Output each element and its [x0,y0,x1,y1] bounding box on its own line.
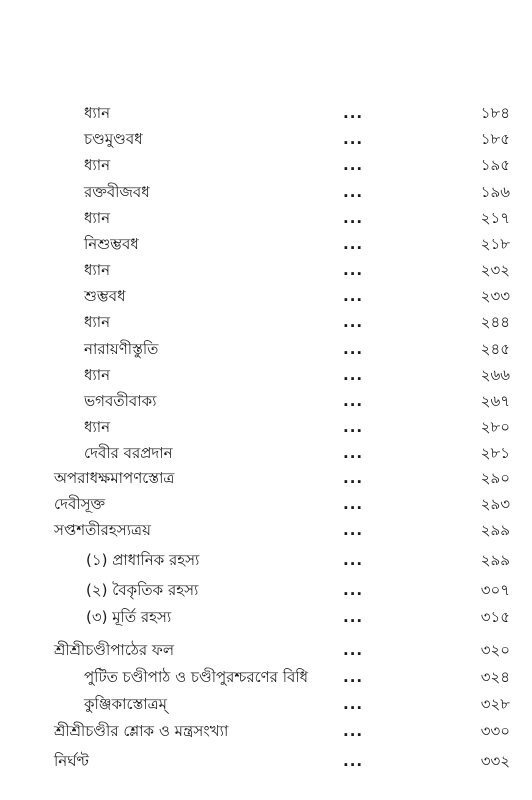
toc-leader-dots: ... [343,130,364,148]
toc-entry [0,258,532,282]
toc-entry-title: ধ্যান [84,418,111,436]
toc-entry [0,638,532,662]
toc-leader-dots: ... [343,418,364,436]
toc-entry-title: ধ্যান [84,104,111,122]
toc-entry [0,719,532,743]
toc-page-number: ২৯০ [480,469,510,487]
toc-leader-dots: ... [343,495,364,513]
toc-leader-dots: ... [343,444,364,462]
toc-entry [0,749,532,773]
toc-leader-dots: ... [343,366,364,384]
toc-entry [0,180,532,204]
toc-leader-dots: ... [343,392,364,410]
toc-entry-title: সপ্তশতীরহস্যত্রয় [54,521,151,539]
toc-page-number: ২৪৫ [480,340,510,358]
toc-entry [0,337,532,361]
toc-page-number: ৩২৪ [480,668,510,686]
toc-entry-title: ধ্যান [84,156,111,174]
toc-entry-title: পুটিত চণ্ডীপাঠ ও চণ্ডীপুরশ্চরণের বিধি [84,668,309,686]
toc-entry-title: শুম্ভবধ [84,287,126,305]
toc-entry-title: ভগবতীবাক্য [84,392,157,410]
toc-leader-dots: ... [343,340,364,358]
toc-page-number: ২৮০ [480,418,510,436]
toc-entry-title: দেবীর বরপ্রদান [84,444,173,462]
toc-page-number: ১৯৬ [480,183,510,201]
toc-leader-dots: ... [343,261,364,279]
toc-page-number: ৩১৫ [480,608,510,626]
toc-leader-dots: ... [343,608,364,626]
toc-entry [0,518,532,542]
toc-leader-dots: ... [343,551,364,569]
toc-entry [0,206,532,230]
toc-page-number: ২৩৩ [480,287,510,305]
toc-entry-title: শ্রীশ্রীচণ্ডীর শ্লোক ও মন্ত্রসংখ্যা [54,722,229,740]
toc-entry-title: নিশুম্ভবধ [84,235,139,253]
toc-entry-title: নির্ঘণ্ট [54,752,89,770]
toc-page-number: ২৩২ [480,261,510,279]
toc-entry [0,492,532,516]
toc-page-number: ৩০৭ [480,581,510,599]
toc-entry [0,578,532,602]
toc-entry [0,153,532,177]
toc-page-number: ২৬৭ [480,392,510,410]
toc-entry [0,548,532,572]
toc-page-number: ১৮৫ [480,130,510,148]
toc-entry-title: (১) প্রাধানিক রহস্য [86,551,200,569]
toc-page-number: ৩২৮ [480,695,510,713]
toc-entry-title: কুঞ্জিকাস্তোত্রম্ [84,695,167,713]
toc-leader-dots: ... [343,521,364,539]
toc-leader-dots: ... [343,469,364,487]
toc-entry [0,389,532,413]
toc-page-number: ২৪৪ [480,313,510,331]
toc-leader-dots: ... [343,752,364,770]
toc-entry [0,127,532,151]
toc-page-number: ৩৩২ [480,752,510,770]
toc-entry-title: ধ্যান [84,261,111,279]
toc-entry [0,466,532,490]
toc-page-number: ৩৩০ [480,722,510,740]
toc-entry-title: চণ্ডমুণ্ডবধ [84,130,143,148]
toc-page-number: ২৮১ [480,444,510,462]
toc-page-number: ২৯৯ [480,551,510,569]
toc-entry [0,101,532,125]
toc-leader-dots: ... [343,581,364,599]
toc-leader-dots: ... [343,287,364,305]
toc-entry [0,363,532,387]
toc-entry-title: ধ্যান [84,313,111,331]
toc-page-number: ১৮৪ [480,104,510,122]
toc-leader-dots: ... [343,183,364,201]
toc-entry-title: রক্তবীজবধ [84,183,150,201]
toc-entry-title: (২) বৈকৃতিক রহস্য [86,581,199,599]
toc-entry-title: ধ্যান [84,366,111,384]
toc-leader-dots: ... [343,668,364,686]
toc-entry [0,665,532,689]
toc-entry [0,605,532,629]
toc-leader-dots: ... [343,156,364,174]
toc-entry [0,232,532,256]
toc-leader-dots: ... [343,235,364,253]
toc-entry [0,415,532,439]
toc-page-number: ২৯৯ [480,521,510,539]
toc-page-number: ২১৭ [480,209,510,227]
toc-entry-title: (৩) মূর্তি রহস্য [86,608,172,626]
toc-entry-title: শ্রীশ্রীচণ্ডীপাঠের ফল [54,641,175,659]
toc-page-number: ৩২০ [480,641,510,659]
toc-entry-title: নারায়ণীস্তুতি [84,340,159,358]
toc-page-number: ২১৮ [480,235,510,253]
toc-leader-dots: ... [343,695,364,713]
toc-leader-dots: ... [343,313,364,331]
toc-entry [0,310,532,334]
toc-entry [0,692,532,716]
toc-leader-dots: ... [343,104,364,122]
toc-entry [0,441,532,465]
toc-leader-dots: ... [343,722,364,740]
toc-entry-title: ধ্যান [84,209,111,227]
toc-leader-dots: ... [343,209,364,227]
toc-page-number: ২৯৩ [480,495,510,513]
toc-entry-title: অপরাধক্ষমাপণস্তোত্র [54,469,175,487]
toc-entry-title: দেবীসূক্ত [54,495,106,513]
toc-page-number: ২৬৬ [480,366,510,384]
toc-page-number: ১৯৫ [480,156,510,174]
toc-leader-dots: ... [343,641,364,659]
toc-entry [0,284,532,308]
